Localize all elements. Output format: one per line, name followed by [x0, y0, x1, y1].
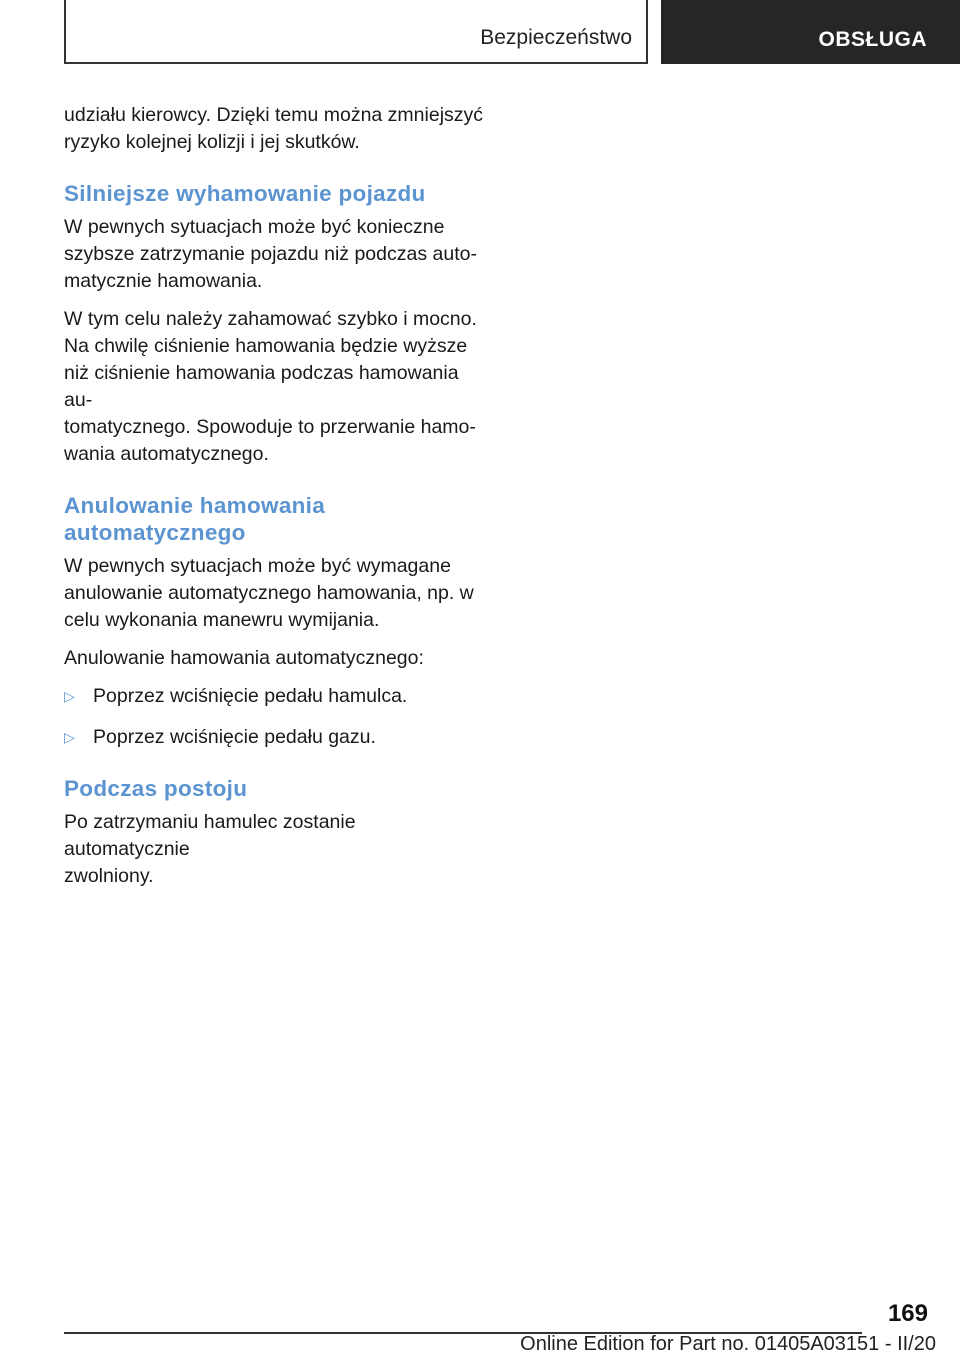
- heading-standstill: Podczas postoju: [64, 776, 248, 801]
- intro-paragraph: udziału kierowcy. Dzięki temu można zmniejszyć ryzyko kolejnej kolizji i jej skutków.: [64, 104, 484, 153]
- list-item-text: Poprzez wciśnięcie pedału hamulca.: [93, 685, 408, 707]
- paragraph-standstill: Po zatrzymaniu hamulec zostanie automatycznie zwolniony.: [64, 811, 356, 887]
- paragraph-cancel-braking-1: W pewnych sytuacjach może być wymagane anulowanie automatycznego hamowania, np. w celu wykonania manewru wymijania.: [64, 555, 474, 631]
- paragraph-stronger-braking-2: W tym celu należy zahamować szybko i mocno. Na chwilę ciśnienie hamowania będzie wyższe niż ciśnienie hamowania podczas hamowania au- tomatycznego. Spowoduje to przerwanie hamo- wania automatycznego.: [64, 308, 477, 465]
- triangle-bullet-icon: ▷: [64, 729, 75, 745]
- list-item: [64, 683, 484, 710]
- heading-stronger-braking: Silniejsze wyhamowanie pojazdu: [64, 181, 426, 206]
- paragraph-cancel-braking-2: Anulowanie hamowania automatycznego:: [64, 647, 424, 669]
- main-content: [64, 102, 484, 901]
- cancel-methods-list: [64, 683, 484, 751]
- page-number: 169: [887, 1300, 928, 1327]
- list-item-text: Poprzez wciśnięcie pedału gazu.: [93, 726, 376, 748]
- header-section-box: [64, 0, 648, 64]
- paragraph-stronger-braking-1: W pewnych sytuacjach może być konieczne szybsze zatrzymanie pojazdu niż podczas auto- matycznie hamowania.: [64, 216, 477, 292]
- section-title: Bezpieczeństwo: [480, 26, 632, 49]
- chapter-title: OBSŁUGA: [818, 28, 927, 51]
- header-chapter-tab: [661, 0, 960, 64]
- list-item: [64, 724, 484, 751]
- edition-footer-text: Online Edition for Part no. 01405A03151 - II/20: [520, 1333, 936, 1355]
- triangle-bullet-icon: ▷: [64, 688, 75, 704]
- heading-cancel-braking: Anulowanie hamowania automatycznego: [64, 493, 326, 545]
